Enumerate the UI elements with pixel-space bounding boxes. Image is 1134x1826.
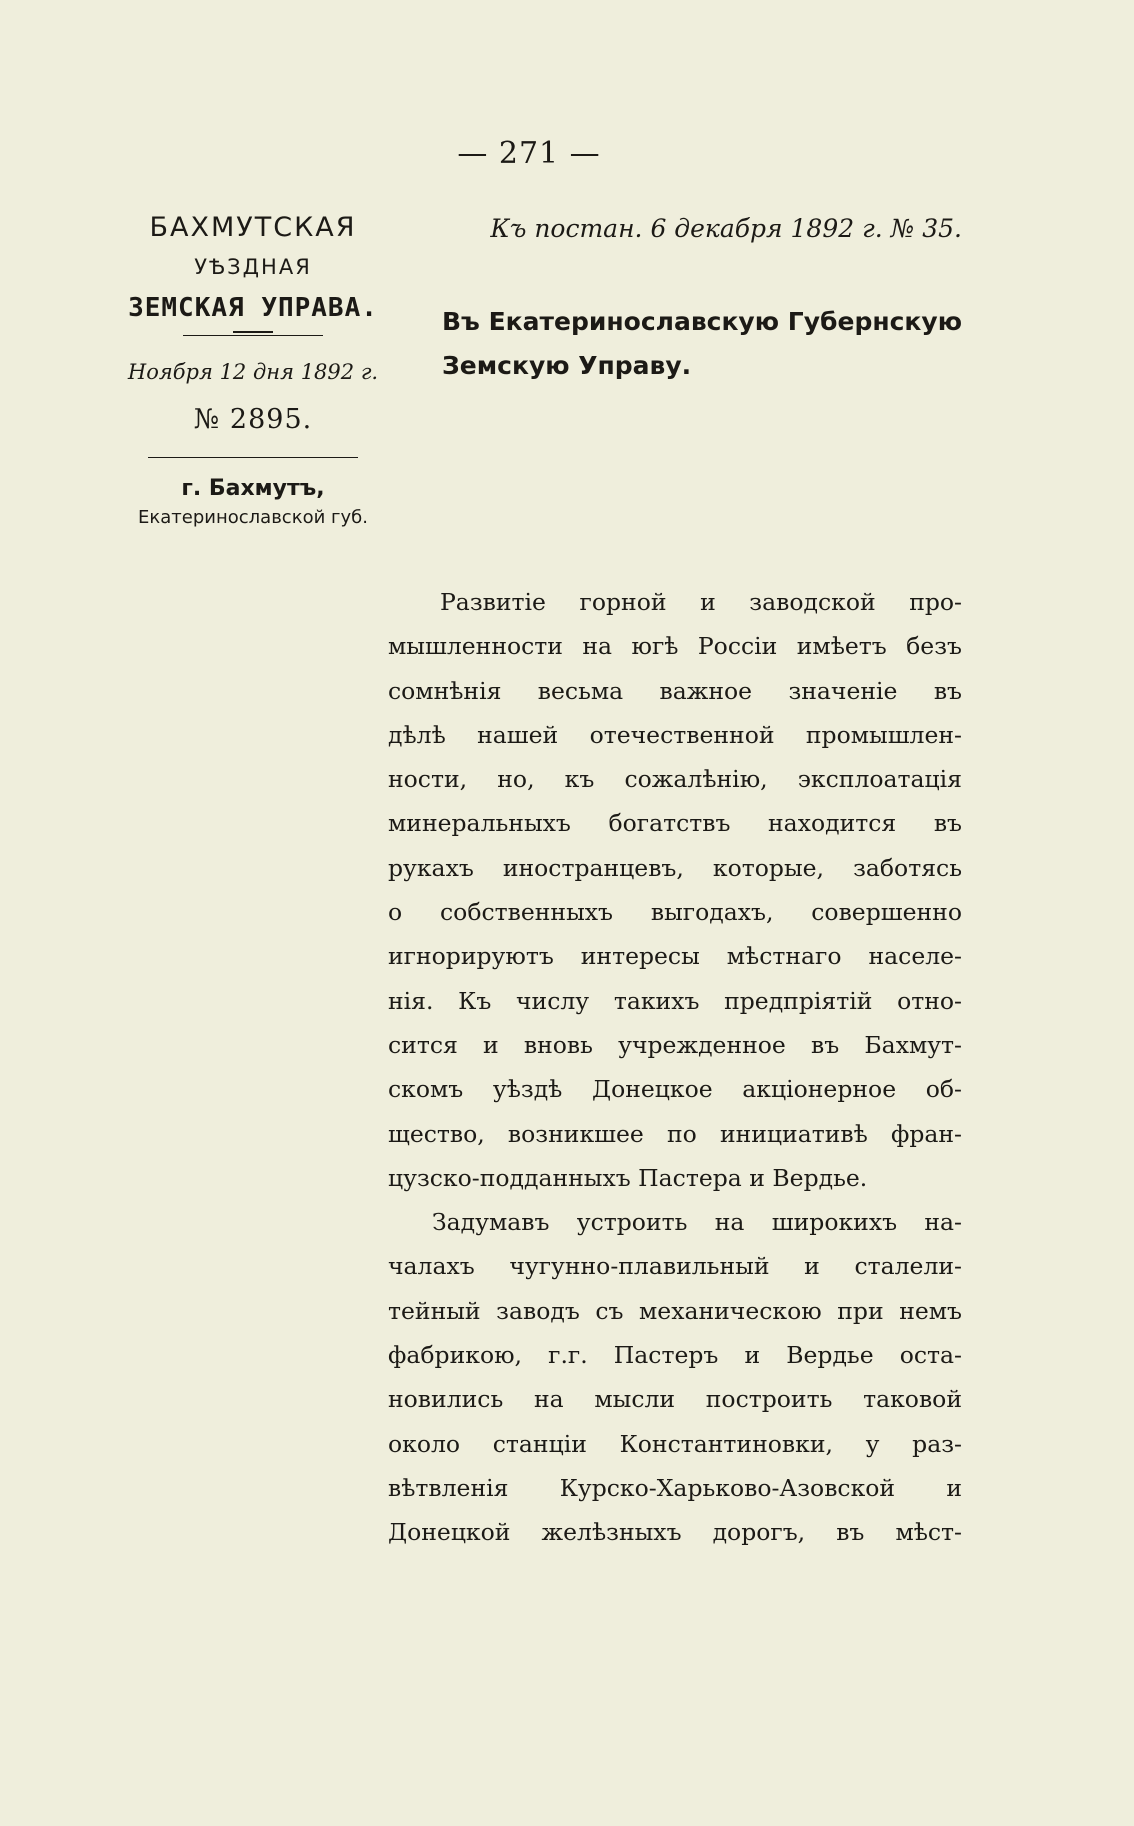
sender-block bbox=[108, 212, 398, 528]
body-line: Задумавъ устроить на широкихъ на- bbox=[432, 1208, 962, 1237]
body-line: вѣтвленія Курско-Харьково-Азовской и bbox=[388, 1473, 962, 1502]
sender-line-3: ЗЕМСКАЯ УПРАВА. bbox=[128, 293, 378, 323]
reference-line: Къ постан. 6 декабря 1892 г. № 35. bbox=[490, 214, 962, 243]
page-number bbox=[0, 136, 1134, 171]
body-line: мышленности на югѣ Россіи имѣетъ безъ bbox=[388, 632, 962, 661]
body-line: дѣлѣ нашей отечественной промышлен- bbox=[388, 720, 962, 749]
body-line: ности, но, къ сожалѣнію, эксплоатація bbox=[388, 765, 962, 794]
body-line: Донецкой желѣзныхъ дорогъ, въ мѣст- bbox=[388, 1518, 962, 1547]
body-line: цузско-подданныхъ Пастера и Вердье. bbox=[388, 1163, 868, 1192]
body-line: новились на мысли построить таковой bbox=[388, 1385, 962, 1414]
divider-rule bbox=[148, 457, 358, 458]
body-line: щество, возникшее по инициативѣ фран- bbox=[388, 1119, 962, 1148]
body-line: фабрикою, г.г. Пастеръ и Вердье оста- bbox=[388, 1341, 962, 1370]
body-line: Развитіе горной и заводской про- bbox=[440, 588, 962, 616]
sender-province: Екатеринославской губ. bbox=[138, 507, 368, 528]
body-line: около станціи Константиновки, у раз- bbox=[388, 1429, 962, 1458]
letter-body bbox=[388, 580, 962, 1555]
body-line: минеральныхъ богатствъ находится въ bbox=[388, 809, 962, 838]
sender-number: № 2895. bbox=[193, 404, 313, 435]
page-number-text: — 271 — bbox=[457, 136, 601, 171]
sender-line-1: БАХМУТСКАЯ bbox=[149, 212, 357, 243]
body-line: тейный заводъ съ механическою при немъ bbox=[388, 1296, 962, 1325]
decorative-rule bbox=[183, 335, 323, 336]
body-line: сится и вновь учрежденное въ Бахмут- bbox=[388, 1030, 962, 1059]
sender-line-2: УѢЗДНАЯ bbox=[194, 255, 312, 279]
body-line: сомнѣнія весьма важное значеніе въ bbox=[388, 676, 962, 705]
body-line: игнорируютъ интересы мѣстнаго населе- bbox=[388, 942, 962, 971]
body-line: рукахъ иностранцевъ, которые, заботясь bbox=[388, 853, 962, 882]
sender-date: Ноября 12 дня 1892 г. bbox=[127, 360, 379, 384]
body-line: скомъ уѣздѣ Донецкое акціонерное об- bbox=[388, 1075, 962, 1104]
sender-city: г. Бахмутъ, bbox=[181, 476, 325, 501]
body-line: нія. Къ числу такихъ предпріятій отно- bbox=[388, 986, 962, 1015]
body-line: чалахъ чугунно-плавильный и сталели- bbox=[388, 1252, 962, 1281]
body-line: о собственныхъ выгодахъ, совершенно bbox=[388, 898, 962, 927]
addressee: Въ Екатеринославскую Губернскую Земскую Управу. bbox=[442, 307, 962, 380]
